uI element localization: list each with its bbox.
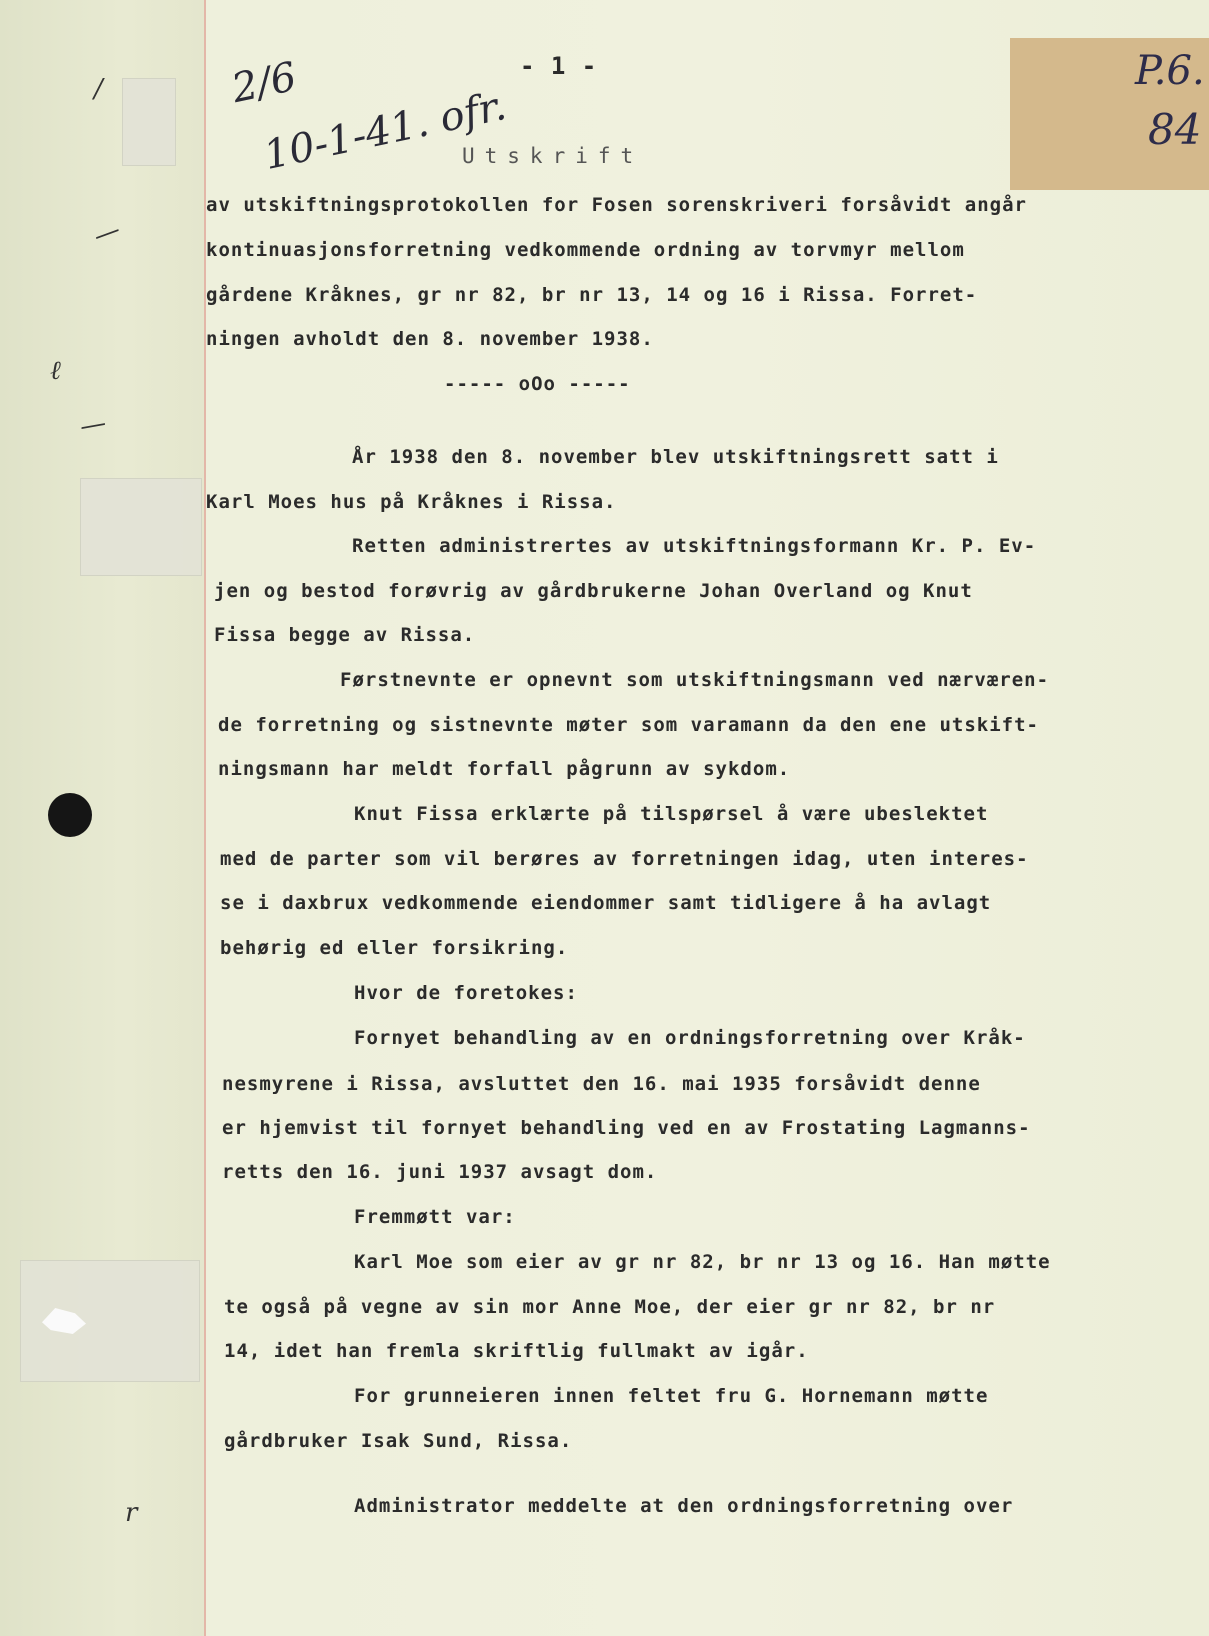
- handwritten-note: [228, 54, 301, 112]
- text-line: jen og bestod forøvrig av gårdbrukerne Johan Overland og Knut: [214, 580, 973, 602]
- text-line: ningsmann har meldt forfall pågrunn av sykdom.: [218, 758, 791, 780]
- text-line: med de parter som vil berøres av forretningen idag, uten interes-: [220, 848, 1029, 870]
- text-line: Førstnevnte er opnevnt som utskiftningsmann ved nærværen-: [340, 669, 1050, 691]
- text-line: Administrator meddelte at den ordningsforretning over: [354, 1495, 1014, 1517]
- page-number: - 1 -: [520, 52, 598, 80]
- tape-piece: [80, 478, 202, 576]
- punch-hole: [48, 793, 92, 837]
- text-line: nesmyrene i Rissa, avsluttet den 16. mai 1935 forsåvidt denne: [222, 1073, 981, 1095]
- text-line: gårdene Kråknes, gr nr 82, br nr 13, 14 og 16 i Rissa. Forret-: [206, 284, 978, 306]
- text-line: ----- oOo -----: [444, 373, 631, 395]
- margin-mark: r: [125, 1498, 138, 1528]
- handwritten-note-line2: 10-1-41. ofr.: [259, 82, 511, 180]
- text-line: Karl Moes hus på Kråknes i Rissa.: [206, 491, 617, 513]
- margin-mark: —: [77, 407, 109, 443]
- text-line: Knut Fissa erklærte på tilspørsel å være ubeslektet: [354, 803, 989, 825]
- text-line: År 1938 den 8. november blev utskiftningsrett satt i: [352, 446, 999, 468]
- text-line: Karl Moe som eier av gr nr 82, br nr 13 og 16. Han møtte: [354, 1251, 1051, 1273]
- text-line: Retten administrertes av utskiftningsformann Kr. P. Ev-: [352, 535, 1037, 557]
- text-line: retts den 16. juni 1937 avsagt dom.: [222, 1161, 658, 1183]
- text-line: de forretning og sistnevnte møter som varamann da den ene utskift-: [218, 714, 1039, 736]
- text-line: er hjemvist til fornyet behandling ved en av Frostating Lagmanns-: [222, 1117, 1031, 1139]
- text-line: 14, idet han fremla skriftlig fullmakt av igår.: [224, 1340, 809, 1362]
- text-line: kontinuasjonsforretning vedkommende ordning av torvmyr mellom: [206, 239, 965, 261]
- archive-label-line2: 84: [1148, 105, 1202, 154]
- margin-mark: /: [94, 74, 103, 104]
- document-title: Utskrift: [462, 144, 644, 168]
- text-line: Fornyet behandling av en ordningsforretning over Kråk-: [354, 1027, 1026, 1049]
- text-line: av utskiftningsprotokollen for Fosen sorenskriveri forsåvidt angår: [206, 194, 1027, 216]
- text-line: Fissa begge av Rissa.: [214, 624, 476, 646]
- margin-mark: ℓ: [50, 356, 61, 386]
- text-line: te også på vegne av sin mor Anne Moe, der eier gr nr 82, br nr: [224, 1296, 996, 1318]
- text-line: gårdbruker Isak Sund, Rissa.: [224, 1430, 573, 1452]
- text-line: se i daxbrux vedkommende eiendommer samt tidligere å ha avlagt: [220, 892, 992, 914]
- handwritten-note-line1: 2/6: [227, 53, 301, 113]
- margin-mark: —: [89, 214, 125, 252]
- text-line: For grunneieren innen feltet fru G. Hornemann møtte: [354, 1385, 989, 1407]
- text-line: ningen avholdt den 8. november 1938.: [206, 328, 654, 350]
- text-line: Fremmøtt var:: [354, 1206, 516, 1228]
- text-line: Hvor de foretokes:: [354, 982, 578, 1004]
- tape-piece: [122, 78, 176, 166]
- text-line: behørig ed eller forsikring.: [220, 937, 569, 959]
- archive-label-line1: P.6.: [1135, 48, 1205, 94]
